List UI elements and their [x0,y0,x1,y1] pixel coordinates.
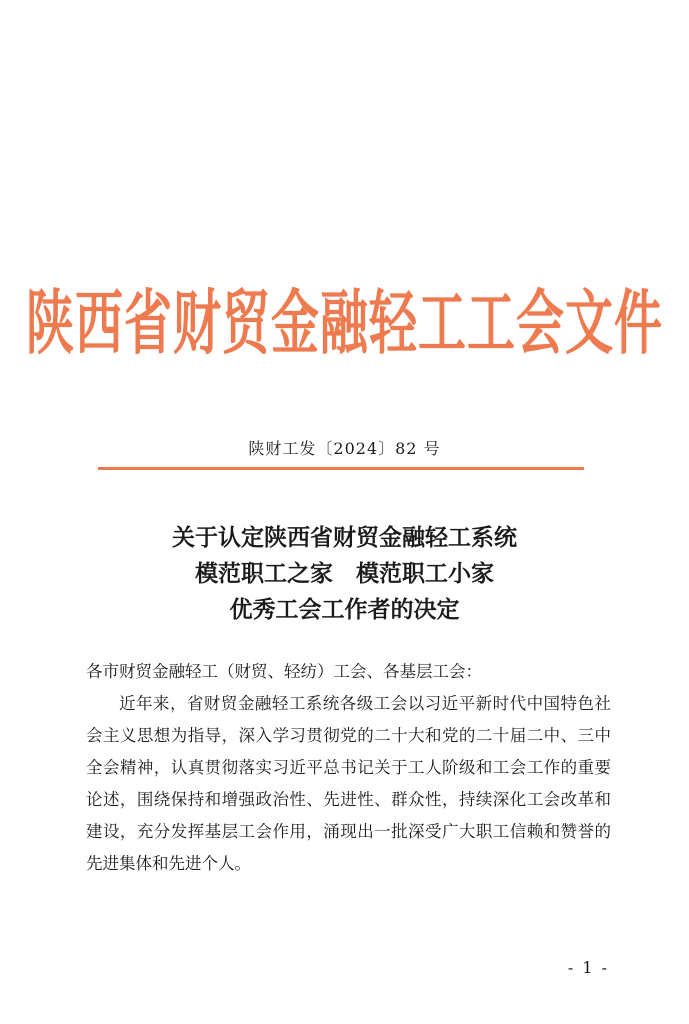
title-line-3: 优秀工会工作者的决定 [229,596,460,623]
title-line-2: 模范职工之家 模范职工小家 [195,560,494,587]
document-body [86,656,611,880]
title-line-1: 关于认定陕西省财贸金融轻工系统 [172,524,517,551]
document-title [0,520,689,628]
masthead-text: 陕西省财贸金融轻工工会文件 [25,283,663,365]
masthead-title [0,283,689,365]
document-number: 陕财工发〔2024〕82 号 [248,439,441,458]
red-separator-line [98,467,584,470]
salutation: 各市财贸金融轻工（财贸、轻纺）工会、各基层工会： [86,662,482,681]
page-number: - 1 - [567,958,609,977]
body-paragraph: 近年来，省财贸金融轻工系统各级工会以习近平新时代中国特色社会主义思想为指导，深入学习贯彻党的二十大和党的二十届二中、三中全会精神，认真贯彻落实习近平总书记关于工人阶级和工会工作的重要论述，围绕保持和增强政治性、先进性、群众性，持续深化工会改革和建设，充分发挥基层工会作用，涌现出一批深受广大职工信赖和赞誉的先进集体和先进个人。 [86,694,611,873]
